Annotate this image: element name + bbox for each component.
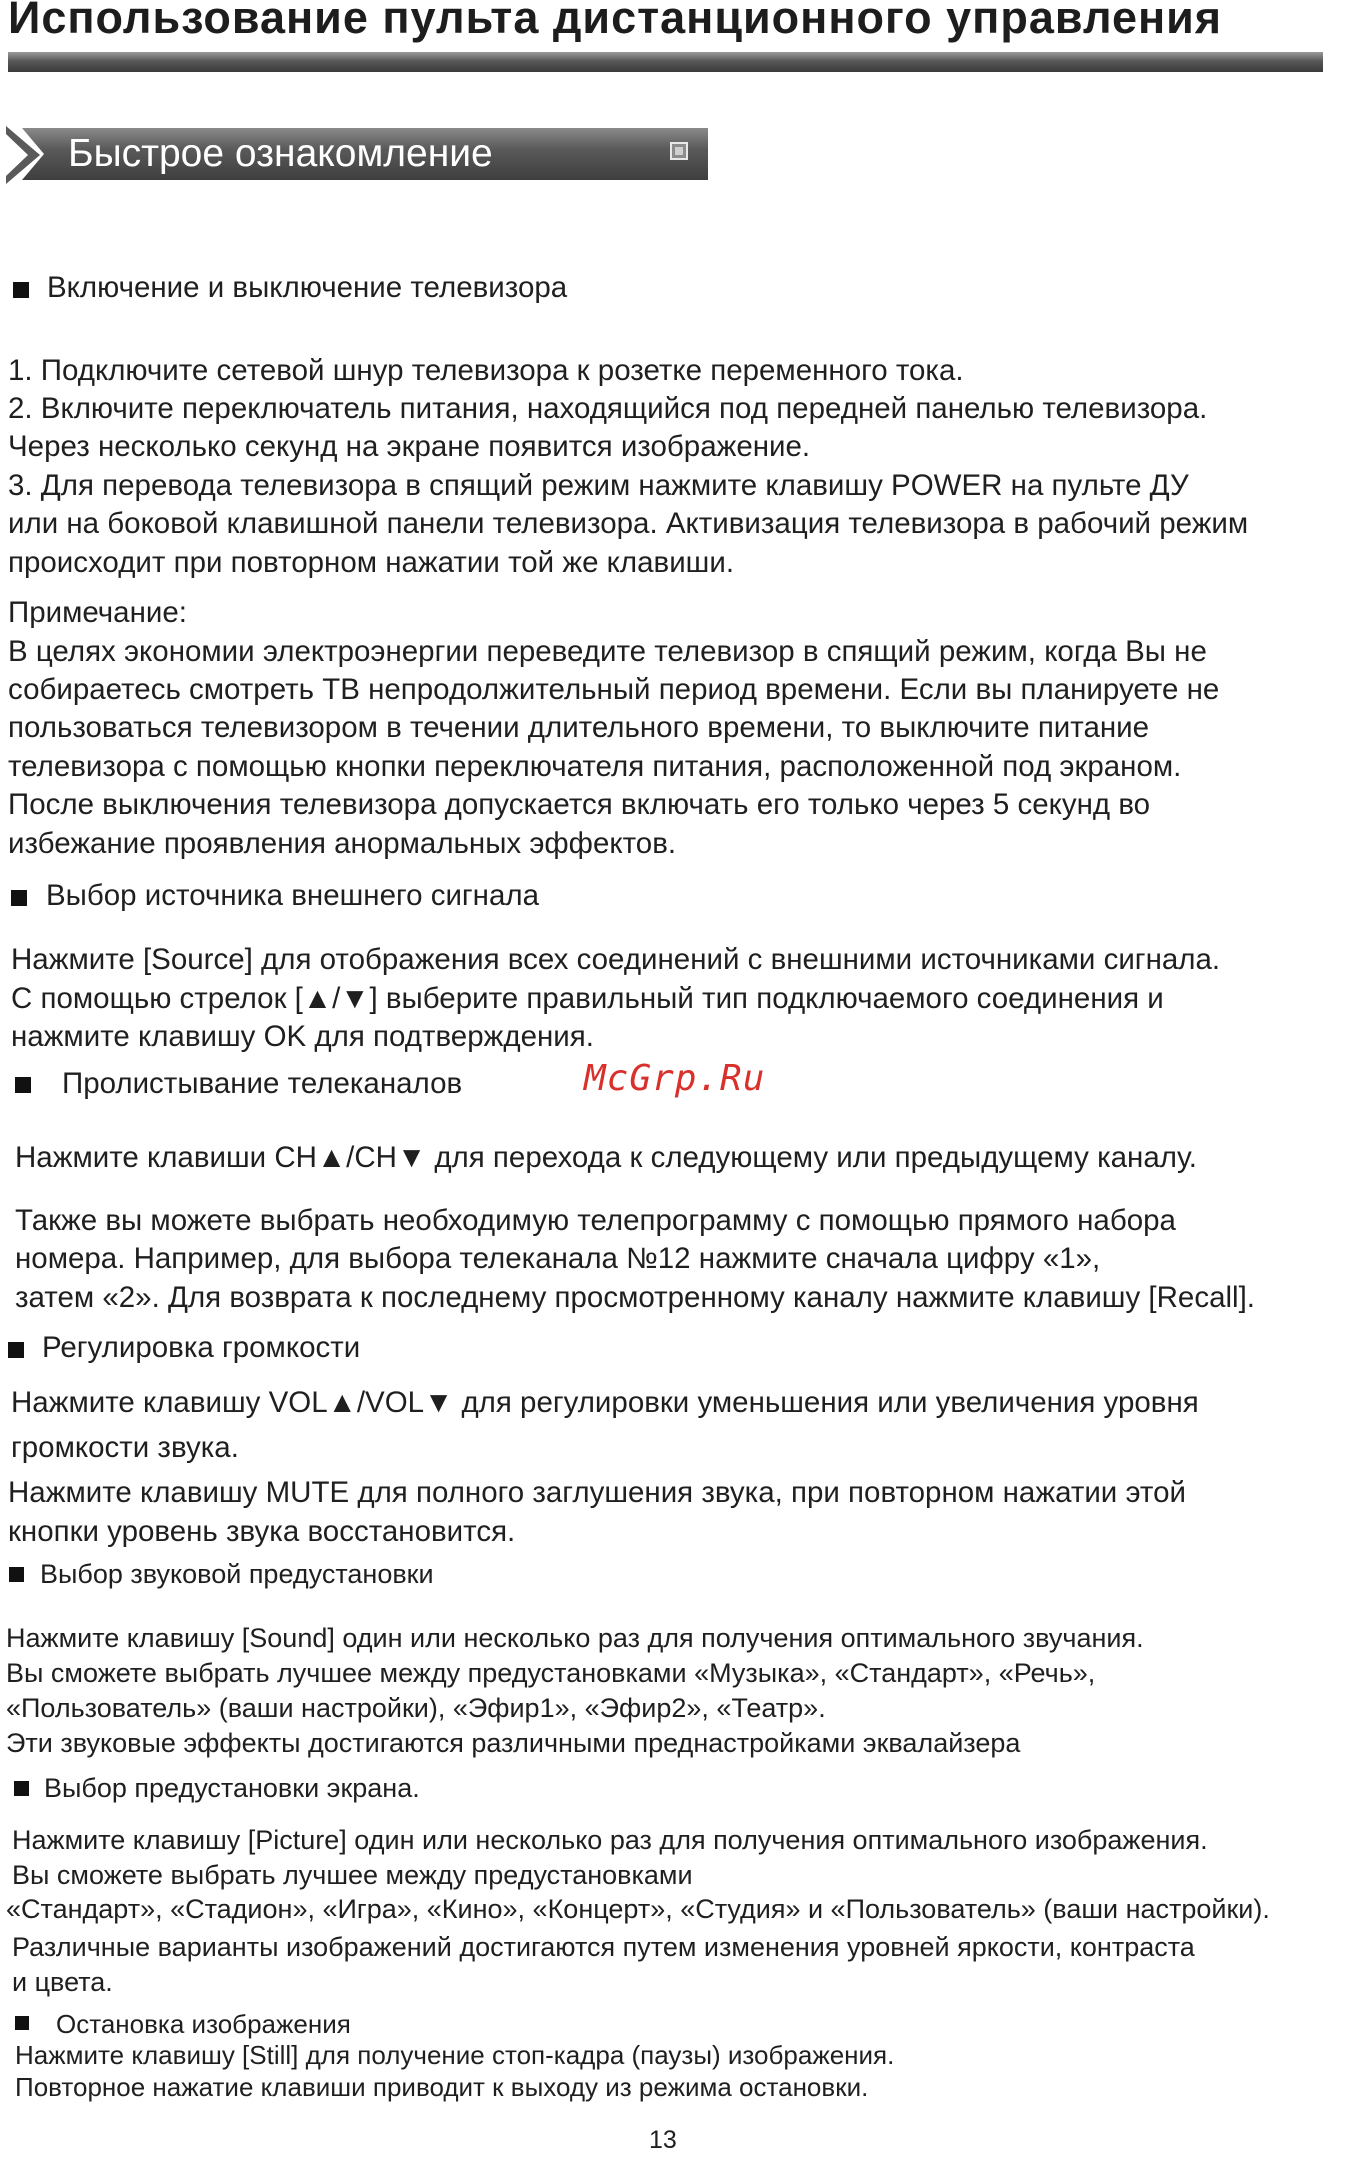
square-icon (670, 142, 688, 160)
power-line: 2. Включите переключатель питания, находящийся под передней панелью телевизора. (8, 392, 1208, 425)
watermark: McGrp.Ru (584, 1058, 766, 1099)
heading-picture: Выбор предустановки экрана. (44, 1773, 420, 1803)
volume-line: громкости звука. (11, 1431, 239, 1464)
section-banner (6, 126, 706, 184)
channels-line: Нажмите клавиши CH▲/CH▼ для перехода к следующему или предыдущему каналу. (15, 1141, 1197, 1174)
picture-line: «Стандарт», «Стадион», «Игра», «Кино», «Концерт», «Студия» и «Пользователь» (ваши настройки). (6, 1894, 1270, 1924)
note-label: Примечание: (8, 596, 187, 629)
bullet-square-icon (13, 282, 29, 298)
bullet-square-icon (9, 1567, 24, 1582)
channels-line: Также вы можете выбрать необходимую телепрограмму с помощью прямого набора (15, 1204, 1176, 1237)
note-line: В целях экономии электроэнергии переведите телевизор в спящий режим, когда Вы не (8, 635, 1207, 668)
heading-source: Выбор источника внешнего сигнала (46, 879, 540, 912)
sound-line: Вы сможете выбрать лучшее между предустановками «Музыка», «Стандарт», «Речь», (6, 1658, 1096, 1688)
page-number: 13 (649, 2126, 677, 2154)
note-line: телевизора с помощью кнопки переключателя питания, расположенной под экраном. (8, 750, 1182, 783)
note-line: собираетесь смотреть ТВ непродолжительный период времени. Если вы планируете не (8, 673, 1220, 706)
bullet-square-icon (14, 1781, 29, 1796)
volume-line: Нажмите клавишу MUTE для полного заглушения звука, при повторном нажатии этой (8, 1476, 1186, 1509)
sound-line: «Пользователь» (ваши настройки), «Эфир1», «Эфир2», «Театр». (6, 1693, 826, 1723)
power-line: 3. Для перевода телевизора в спящий режим нажмите клавишу POWER на пульте ДУ (8, 469, 1189, 502)
picture-line: Нажмите клавишу [Picture] один или несколько раз для получения оптимального изображения. (12, 1825, 1208, 1855)
title-underline (8, 52, 1323, 72)
page-title: Использование пульта дистанционного управления (8, 0, 1223, 43)
channels-line: затем «2». Для возврата к последнему просмотренному каналу нажмите клавишу [Recall]. (15, 1281, 1255, 1314)
volume-line: кнопки уровень звука восстановится. (8, 1515, 516, 1548)
heading-sound: Выбор звуковой предустановки (40, 1559, 434, 1589)
power-line: происходит при повторном нажатии той же клавиши. (8, 546, 735, 579)
picture-line: и цвета. (12, 1967, 113, 1997)
note-line: пользоваться телевизором в течении длительного времени, то выключите питание (8, 711, 1150, 744)
bullet-square-icon (15, 2016, 29, 2030)
power-line: 1. Подключите сетевой шнур телевизора к розетке переменного тока. (8, 354, 964, 387)
section-title: Быстрое ознакомление (68, 132, 493, 175)
source-line: С помощью стрелок [▲/▼] выберите правильный тип подключаемого соединения и (11, 982, 1164, 1015)
sound-line: Эти звуковые эффекты достигаются различными преднастройками эквалайзера (6, 1728, 1021, 1758)
power-line: Через несколько секунд на экране появится изображение. (8, 430, 811, 463)
source-line: Нажмите [Source] для отображения всех соединений с внешними источниками сигнала. (11, 943, 1221, 976)
picture-line: Различные варианты изображений достигаются путем изменения уровней яркости, контраста (12, 1932, 1195, 1962)
heading-still: Остановка изображения (56, 2009, 351, 2039)
heading-channels: Пролистывание телеканалов (62, 1067, 463, 1100)
sound-line: Нажмите клавишу [Sound] один или несколько раз для получения оптимального звучания. (6, 1623, 1144, 1653)
note-line: После выключения телевизора допускается включать его только через 5 секунд во (8, 788, 1151, 821)
picture-line: Вы сможете выбрать лучшее между предустановками (12, 1860, 693, 1890)
heading-power: Включение и выключение телевизора (47, 271, 568, 304)
source-line: нажмите клавишу OK для подтверждения. (11, 1020, 594, 1053)
still-line: Нажмите клавишу [Still] для получение стоп-кадра (паузы) изображения. (15, 2040, 895, 2070)
bullet-square-icon (15, 1077, 31, 1093)
note-line: избежание проявления анормальных эффектов. (8, 827, 677, 860)
bullet-square-icon (8, 1342, 24, 1358)
bullet-square-icon (11, 890, 27, 906)
still-line: Повторное нажатие клавиши приводит к выходу из режима остановки. (15, 2072, 869, 2102)
heading-volume: Регулировка громкости (42, 1331, 361, 1364)
power-line: или на боковой клавишной панели телевизора. Активизация телевизора в рабочий режим (8, 507, 1249, 540)
channels-line: номера. Например, для выбора телеканала №12 нажмите сначала цифру «1», (15, 1242, 1101, 1275)
volume-line: Нажмите клавишу VOL▲/VOL▼ для регулировки уменьшения или увеличения уровня (11, 1386, 1199, 1419)
